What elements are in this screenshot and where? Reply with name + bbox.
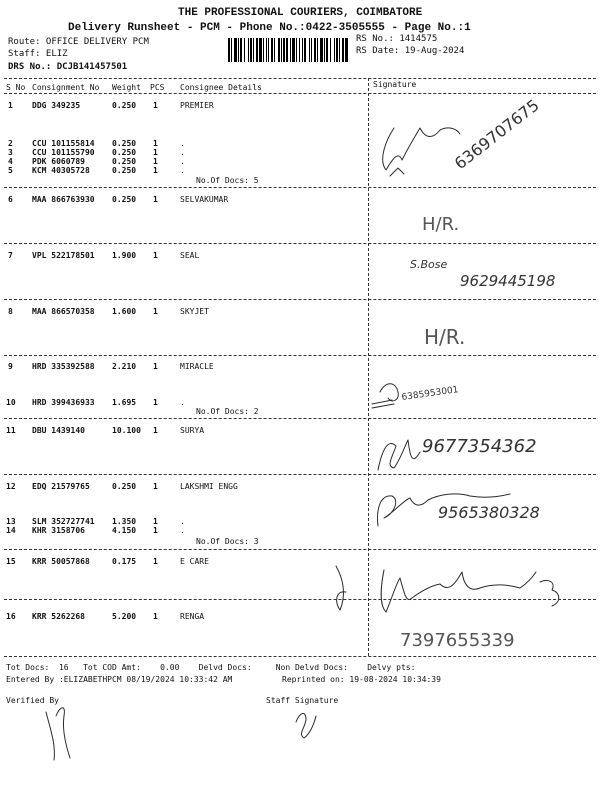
row-weight: 1.350 xyxy=(112,517,137,526)
row-pcs: 1 xyxy=(153,557,158,566)
row-pcs: 1 xyxy=(153,166,158,175)
verified-by-label: Verified By xyxy=(6,696,59,705)
handwritten-phone: 6385953001 xyxy=(401,385,460,403)
row-consignment: KCM 40305728 xyxy=(32,166,90,175)
row-consignment: KRR 50057868 xyxy=(32,557,90,566)
row-consignee: LAKSHMI ENGG xyxy=(180,482,238,491)
handwritten-signature xyxy=(381,570,536,612)
row-consignee: . xyxy=(180,526,185,535)
handwritten-signature xyxy=(390,168,404,176)
row-consignee: . xyxy=(180,148,185,157)
row-consignment: KRR 5262268 xyxy=(32,612,85,621)
row-consignee: SEAL xyxy=(180,251,200,260)
row-sno: 6 xyxy=(8,195,13,204)
col-header-weight: Weight xyxy=(112,83,141,92)
row-consignee: . xyxy=(180,517,185,526)
staff-label: Staff: ELIZ xyxy=(8,49,68,59)
row-sno: 14 xyxy=(6,526,16,535)
row-weight: 1.600 xyxy=(112,307,137,316)
handwritten-signature xyxy=(296,713,316,738)
row-weight: 2.210 xyxy=(112,362,137,371)
handwritten-phone: 7397655339 xyxy=(400,630,515,651)
row-consignee: MIRACLE xyxy=(180,362,214,371)
row-consignee: . xyxy=(180,398,185,407)
row-sno: 5 xyxy=(8,166,13,175)
row-sno: 2 xyxy=(8,139,13,148)
row-sno: 15 xyxy=(6,557,16,566)
row-sno: 8 xyxy=(8,307,13,316)
row-sno: 11 xyxy=(6,426,16,435)
col-header-sno: S No xyxy=(6,83,26,92)
docs-count-note: No.Of Docs: 5 xyxy=(196,176,259,185)
row-consignee: . xyxy=(180,157,185,166)
row-consignee: . xyxy=(180,166,185,175)
row-consignee: SURYA xyxy=(180,426,205,435)
route-label: Route: OFFICE DELIVERY PCM xyxy=(8,37,149,47)
handwritten-signature xyxy=(378,440,420,470)
row-consignment: VPL 522178501 xyxy=(32,251,95,260)
rs-number: RS No.: 1414575 xyxy=(356,34,438,44)
handwritten-signature xyxy=(336,566,346,610)
row-weight: 0.175 xyxy=(112,557,137,566)
row-sno: 7 xyxy=(8,251,13,260)
handwritten-name: S.Bose xyxy=(410,258,448,271)
row-pcs: 1 xyxy=(153,426,158,435)
docs-count-note: No.Of Docs: 2 xyxy=(196,407,259,416)
col-header-consignment: Consignment No xyxy=(32,83,100,92)
totals-line: Tot Docs: 16 Tot COD Amt: 0.00 Delvd Docs: Non Delvd Docs: Delvy pts: xyxy=(6,663,416,672)
col-header-pcs: PCS xyxy=(150,83,165,92)
reprinted-on: Reprinted on: 19-08-2024 10:34:39 xyxy=(282,675,441,684)
handwritten-phone: 9677354362 xyxy=(422,436,537,457)
staff-signature-label: Staff Signature xyxy=(266,696,339,705)
row-sno: 12 xyxy=(6,482,16,491)
docs-count-note: No.Of Docs: 3 xyxy=(196,537,259,546)
row-consignment: KHR 3158706 xyxy=(32,526,85,535)
handwritten-signature xyxy=(380,384,398,401)
row-consignee: . xyxy=(180,139,185,148)
row-weight: 0.250 xyxy=(112,157,137,166)
row-consignee: SKYJET xyxy=(180,307,209,316)
row-consignment: CCU 101155814 xyxy=(32,139,95,148)
handwritten-note-hr: H/R. xyxy=(424,325,466,349)
handwritten-note-hr: H/R. xyxy=(422,214,460,235)
handwritten-signature xyxy=(540,580,559,606)
handwritten-signature xyxy=(46,708,70,760)
row-pcs: 1 xyxy=(153,195,158,204)
row-pcs: 1 xyxy=(153,526,158,535)
drs-number: DRS No.: DCJB141457501 xyxy=(8,62,128,72)
row-weight: 0.250 xyxy=(112,148,137,157)
row-consignment: HRD 399436933 xyxy=(32,398,95,407)
row-sno: 4 xyxy=(8,157,13,166)
row-consignment: PDK 6060789 xyxy=(32,157,85,166)
row-pcs: 1 xyxy=(153,307,158,316)
row-pcs: 1 xyxy=(153,157,158,166)
col-header-consignee: Consignee Details xyxy=(180,83,262,92)
row-consignment: DBU 1439140 xyxy=(32,426,85,435)
row-consignment: DDG 349235 xyxy=(32,101,81,110)
row-weight: 0.250 xyxy=(112,101,137,110)
row-consignment: MAA 866763930 xyxy=(32,195,95,204)
row-weight: 4.150 xyxy=(112,526,137,535)
row-pcs: 1 xyxy=(153,612,158,621)
row-consignee: E CARE xyxy=(180,557,209,566)
row-consignment: MAA 866570358 xyxy=(32,307,95,316)
handwritten-phone: 9565380328 xyxy=(438,503,540,522)
row-weight: 1.695 xyxy=(112,398,137,407)
row-pcs: 1 xyxy=(153,517,158,526)
row-consignment: HRD 335392588 xyxy=(32,362,95,371)
row-consignee: SELVAKUMAR xyxy=(180,195,229,204)
row-pcs: 1 xyxy=(153,101,158,110)
row-pcs: 1 xyxy=(153,148,158,157)
handwritten-signature xyxy=(372,400,394,408)
row-consignee: PREMIER xyxy=(180,101,214,110)
handwritten-signature xyxy=(383,128,460,170)
row-weight: 5.200 xyxy=(112,612,137,621)
entered-by: Entered By :ELIZABETHPCM 08/19/2024 10:33:42 AM xyxy=(6,675,233,684)
row-sno: 3 xyxy=(8,148,13,157)
row-consignment: EDQ 21579765 xyxy=(32,482,90,491)
row-weight: 0.250 xyxy=(112,166,137,175)
runsheet-title: Delivery Runsheet - PCM - Phone No.:0422-3505555 - Page No.:1 xyxy=(68,22,471,34)
row-pcs: 1 xyxy=(153,398,158,407)
row-pcs: 1 xyxy=(153,482,158,491)
row-sno: 13 xyxy=(6,517,16,526)
row-pcs: 1 xyxy=(153,362,158,371)
handwritten-phone: 9629445198 xyxy=(460,272,556,290)
row-weight: 0.250 xyxy=(112,139,137,148)
row-weight: 0.250 xyxy=(112,195,137,204)
row-pcs: 1 xyxy=(153,139,158,148)
row-consignment: CCU 101155790 xyxy=(32,148,95,157)
company-title: THE PROFESSIONAL COURIERS, COIMBATORE xyxy=(178,7,423,19)
row-sno: 10 xyxy=(6,398,16,407)
row-weight: 1.900 xyxy=(112,251,137,260)
handwritten-phone: 6369707675 xyxy=(450,95,543,174)
row-sno: 9 xyxy=(8,362,13,371)
row-consignment: SLM 352727741 xyxy=(32,517,95,526)
row-weight: 10.100 xyxy=(112,426,141,435)
row-sno: 16 xyxy=(6,612,16,621)
row-consignee: RENGA xyxy=(180,612,205,621)
row-pcs: 1 xyxy=(153,251,158,260)
row-weight: 0.250 xyxy=(112,482,137,491)
row-sno: 1 xyxy=(8,101,13,110)
col-header-signature: Signature xyxy=(373,80,417,89)
rs-date: RS Date: 19-Aug-2024 xyxy=(356,46,465,56)
